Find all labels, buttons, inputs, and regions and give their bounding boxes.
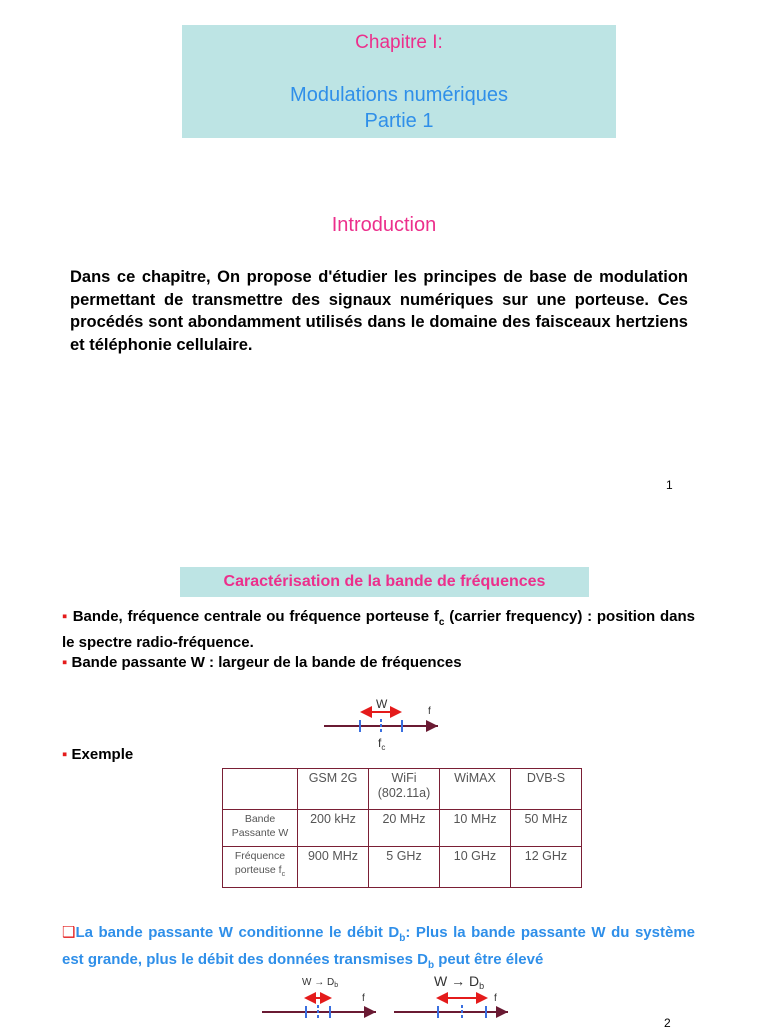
checkbox-bullet-icon: ❑ [62,924,76,941]
f-label-left: f [362,993,365,1004]
table-header-gsm: GSM 2G [298,769,369,810]
intro-heading: Introduction [331,214,437,236]
conclusion-text: ❑La bande passante W conditionne le débit $D_b$: Plus la bande passante W du système est grande, plus le débit des données transmises $D_b$ peut être élevé [62,924,695,971]
bullet-list [62,607,695,673]
bullet-marker: ▪ [62,654,68,671]
chapter-title-line1: Modulations numériques [290,84,508,106]
bandwidth-diagram [320,692,450,756]
chapter-title-line2: Partie 1 [364,110,434,132]
page-number-1: 1 [666,478,673,492]
exemple-label: ▪ Exemple [62,746,134,763]
table-header-row [223,769,582,810]
table-cell: 5 GHz [369,847,440,888]
bullet-bandwidth: ▪ Bande passante W : largeur de la bande de fréquences [62,654,462,671]
table-header-dvbs: DVB-S [511,769,582,810]
table-cell: 50 MHz [511,810,582,847]
table-row [223,847,582,888]
bandwidth-rate-diagram [260,970,510,1024]
table-cell: 200 kHz [298,810,369,847]
table-cell: 10 GHz [440,847,511,888]
chapter-label: Chapitre I: [355,32,443,53]
page-number-2: 2 [664,1016,671,1030]
bullet-carrier-frequency: ▪ Bande, fréquence centrale ou fréquence porteuse $f_c$ (carrier frequency) : position dans le spectre radio-fréquence. [62,608,695,651]
chapter-title-box [182,25,616,138]
f-label: f [428,706,431,717]
table-header-wimax: WiMAX [440,769,511,810]
table-cell: 12 GHz [511,847,582,888]
table-header-wifi: WiFi (802.11a) [369,769,440,810]
big-w-db-label: $W \to D_b$ [434,973,485,991]
table-header-empty [223,769,298,810]
intro-paragraph: Dans ce chapitre, On propose d'étudier les principes de base de modulation permettant de transmettre des signaux numériques sur une porteuse. Ces procédés sont abondamment utilisés dans le domaine des faisceaux hertziens et téléphonie cellulaire. [70,268,688,354]
w-label: W [376,697,388,711]
row-label-bandwidth: Bande Passante W [223,810,298,847]
small-w-db-label: $W \to D_b$ [302,977,339,989]
f-label-right: f [494,993,497,1004]
bullet-marker: ▪ [62,608,68,625]
table-cell: 20 MHz [369,810,440,847]
fc-label: $f_c$ [378,736,386,752]
table-cell: 900 MHz [298,847,369,888]
row-label-carrier: Fréquence porteuse $f_c$ [223,847,298,888]
section-heading: Caractérisation de la bande de fréquences [180,567,589,597]
frequency-table [222,768,582,888]
table-cell: 10 MHz [440,810,511,847]
table-row [223,810,582,847]
